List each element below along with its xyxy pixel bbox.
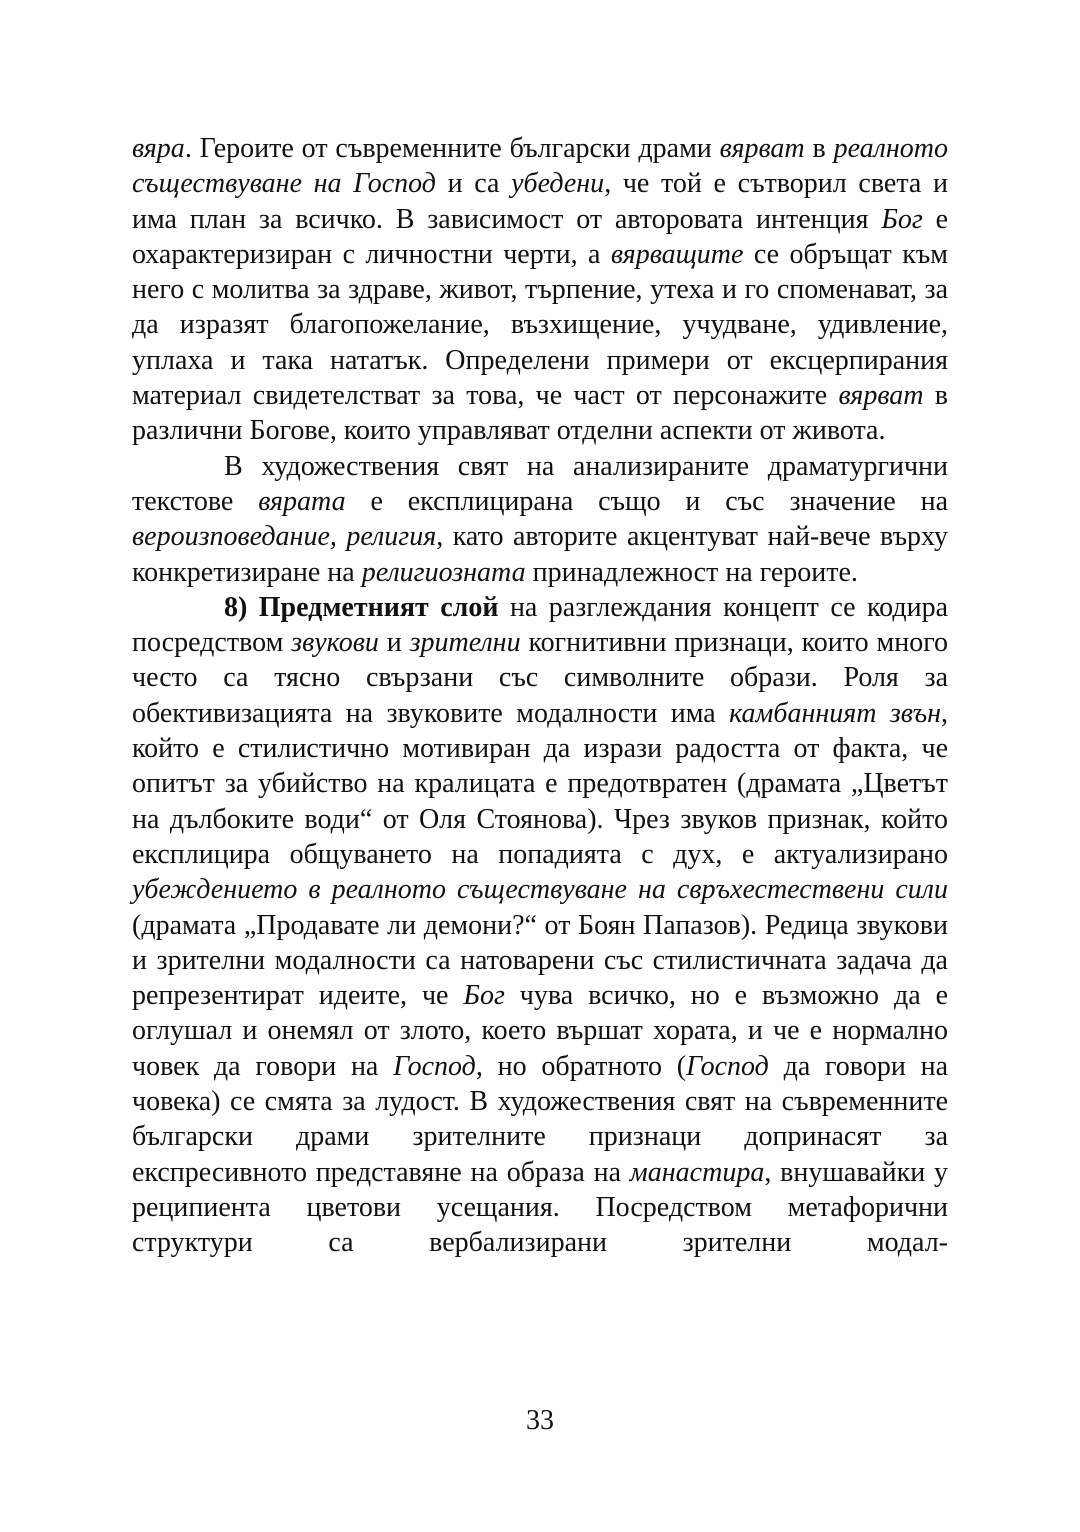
text: чува всичко, но е възможно да е оглушал и онемял от злото, което вършат хората, и че е нормално човек да говори на xyxy=(132,980,948,1082)
text: , който е стилистично мотивиран да изрази радостта от факта, че опитът за убийство на кралицата е предотвратен (драмата „Цветът на дълбоките води“ от Оля Стоянова). Чрез звуков признак, който експлицира общуването на попадията с дух, е актуализирано xyxy=(132,697,948,870)
text: в xyxy=(804,133,834,164)
text-italic: вярват xyxy=(838,380,924,412)
text-italic: вероизповедание, религия xyxy=(132,521,437,553)
text-italic: зрителни xyxy=(409,627,521,659)
text-italic: религиозната xyxy=(361,556,526,588)
text: да говори на човека) се смята за лудост. В художествения свят на съвременните български драми зрителните признаци допринасят за експресивното представяне на образа на xyxy=(132,1050,948,1188)
text: е експлицирана също и със значение на xyxy=(345,485,948,517)
text-italic: вярата xyxy=(258,485,346,517)
text-italic: вяра xyxy=(132,133,185,164)
text-italic: Господ xyxy=(686,1050,769,1082)
text: (драмата „Продавате ли демони?“ от Боян Папазов). Редица звукови и зрителни модалности са натоварени със стилистичната задача да репрезентират идеите, че xyxy=(132,909,948,1012)
text-italic: Бог xyxy=(881,203,923,235)
paragraph-object-layer xyxy=(132,590,948,1261)
text: когнитивни признаци, които много често са тясно свързани със символните образи. Роля за обективизацията на звуковите модалности има xyxy=(132,627,949,729)
text-italic: манастира xyxy=(629,1156,765,1188)
text: , внушавайки у реципиента цветови усещания. Посредством метафорични структури са вербализирани зрителни модал- xyxy=(132,1156,948,1259)
text: , но обратното ( xyxy=(475,1050,687,1082)
page-body xyxy=(132,131,948,1261)
text-italic: вярващите xyxy=(610,238,744,270)
text: е охарактеризиран с личностни черти, а xyxy=(132,203,948,270)
paragraph-religion xyxy=(132,449,948,590)
text-italic: убеждението в реалното съществуване на свръхестествени сили xyxy=(132,874,948,906)
text-italic: звукови xyxy=(291,627,379,659)
text: в различни Богове, които управляват отделни аспекти от живота. xyxy=(132,380,948,447)
section-heading-bold: 8) Предметният слой xyxy=(224,591,499,623)
text-italic: Господ xyxy=(393,1050,476,1082)
text: принадлежност на героите. xyxy=(525,556,858,588)
text: . Героите от съвременните български драми xyxy=(184,133,720,164)
text-italic: Бог xyxy=(463,980,505,1012)
paragraph-faith-belief xyxy=(132,131,948,449)
text: , като авторите акцентуват най-вече върху конкретизиране на xyxy=(132,521,948,588)
text-italic: камбанният звън xyxy=(729,697,941,729)
text: , че той е сътворил света и има план за всичко. В зависимост от авторовата интенция xyxy=(132,168,948,235)
text: се обръщат към него с молитва за здраве, живот, търпение, утеха и го споменават, за да изразят благопожелание, възхищение, учудване, удивление, уплаха и така нататък. Определени примери от ексцерпирания материал свидетелстват за това, че част от персонажите xyxy=(132,238,948,412)
text-italic: реалното съществуване на Господ xyxy=(132,133,948,200)
text: на разглеждания концепт се кодира посредством xyxy=(132,591,949,659)
text: В художествения свят на анализираните драматургични текстове xyxy=(132,450,948,517)
text: и xyxy=(378,627,410,659)
page-number: 33 xyxy=(526,1405,554,1436)
text-italic: убедени xyxy=(511,168,605,200)
text: и са xyxy=(435,168,512,200)
text-italic: вярват xyxy=(719,133,805,164)
